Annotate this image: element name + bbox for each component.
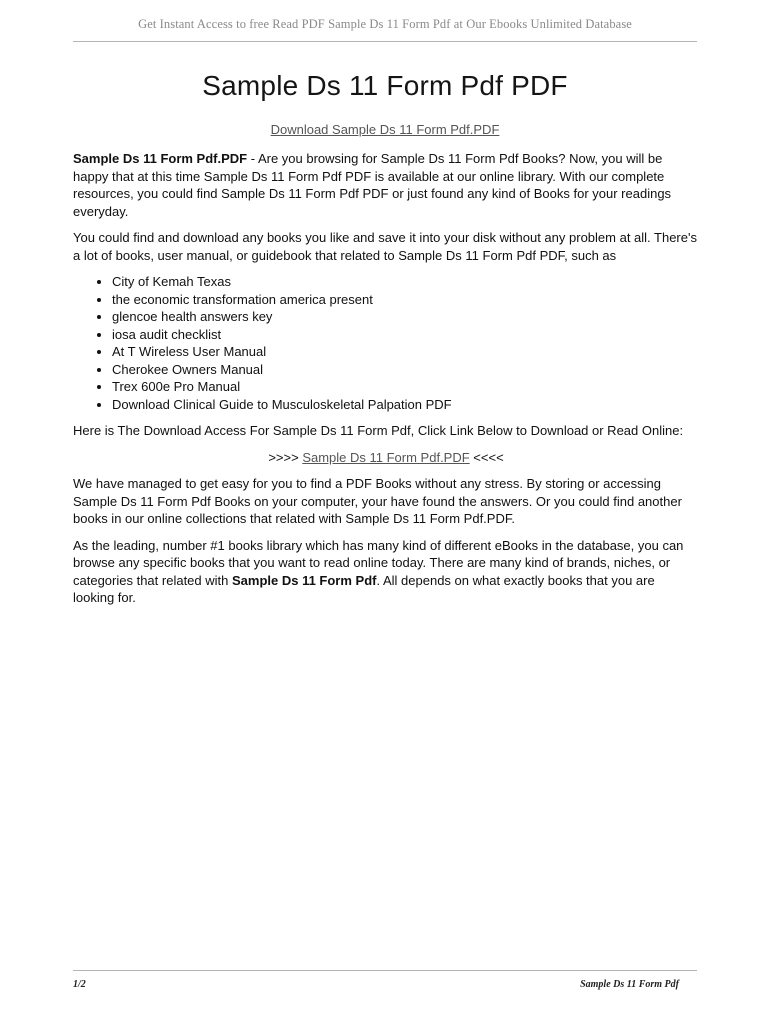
intro-paragraph (73, 150, 699, 220)
paragraph-download-access: Here is The Download Access For Sample Ds 11 Form Pdf, Click Link Below to Download or Read Online: (73, 423, 684, 438)
para5-bold: Sample Ds 11 Form Pdf (231, 572, 377, 588)
page-header (73, 0, 697, 42)
list-item: • Cherokee Owners Manual (112, 361, 699, 379)
related-books-list (73, 273, 699, 413)
paragraph-managed: We have managed to get easy for you to find a PDF Books without any stress. By storing or accessing Sample Ds 11 Form Pdf Books on your computer, your have found the answers. Or you could find another books in our online collections that related with Sample Ds 11 Form Pdf.PDF. (73, 476, 682, 526)
page-footer (73, 970, 697, 1001)
header-text: Get Instant Access to free Read PDF Sample Ds 11 Form Pdf at Our Ebooks Unlimited Database (138, 17, 632, 31)
document-body (73, 150, 699, 616)
footer-title: Sample Ds 11 Form Pdf (580, 979, 679, 990)
list-item: • Download Clinical Guide to Musculoskeletal Palpation PDF (112, 396, 699, 414)
center-link-suffix: <<<< (469, 449, 504, 465)
center-download-link[interactable]: Sample Ds 11 Form Pdf.PDF (302, 449, 470, 465)
paragraph-leading (73, 537, 699, 607)
list-item: • At T Wireless User Manual (112, 343, 699, 361)
intro-text: - Are you browsing for Sample Ds 11 Form Pdf Books? Now, you will be happy that at this time Sample Ds 11 Form Pdf PDF is available at our online library. With our complete resources, you could find Sample Ds 11 Form Pdf PDF or just found any kind of Books for your readings everyday. (73, 151, 672, 219)
list-item: • iosa audit checklist (112, 326, 699, 344)
download-link-container (0, 122, 770, 137)
page-title: Sample Ds 11 Form Pdf PDF (202, 70, 568, 101)
center-link-prefix: >>>> (268, 449, 303, 465)
list-item: • the economic transformation america present (112, 291, 699, 309)
center-link-line (73, 449, 699, 467)
paragraph-books: You could find and download any books you like and save it into your disk without any problem at all. There's a lot of books, user manual, or guidebook that related to Sample Ds 11 Form Pdf PDF, such as (73, 230, 697, 263)
list-item: • glencoe health answers key (112, 308, 699, 326)
list-item: • Trex 600e Pro Manual (112, 378, 699, 396)
para5-text-after: . All depends on what exactly books that you are looking for. (73, 572, 655, 605)
download-link[interactable]: Download Sample Ds 11 Form Pdf.PDF (270, 122, 500, 137)
page-number: 1/2 (73, 979, 86, 990)
list-item: • City of Kemah Texas (112, 273, 699, 291)
para5-text-before: As the leading, number #1 books library which has many kind of different eBooks in the database, you can browse any specific books that you want to read online today. There are many kind of brands, niches, or categories that related with (73, 537, 684, 588)
intro-bold: Sample Ds 11 Form Pdf.PDF (73, 151, 248, 166)
